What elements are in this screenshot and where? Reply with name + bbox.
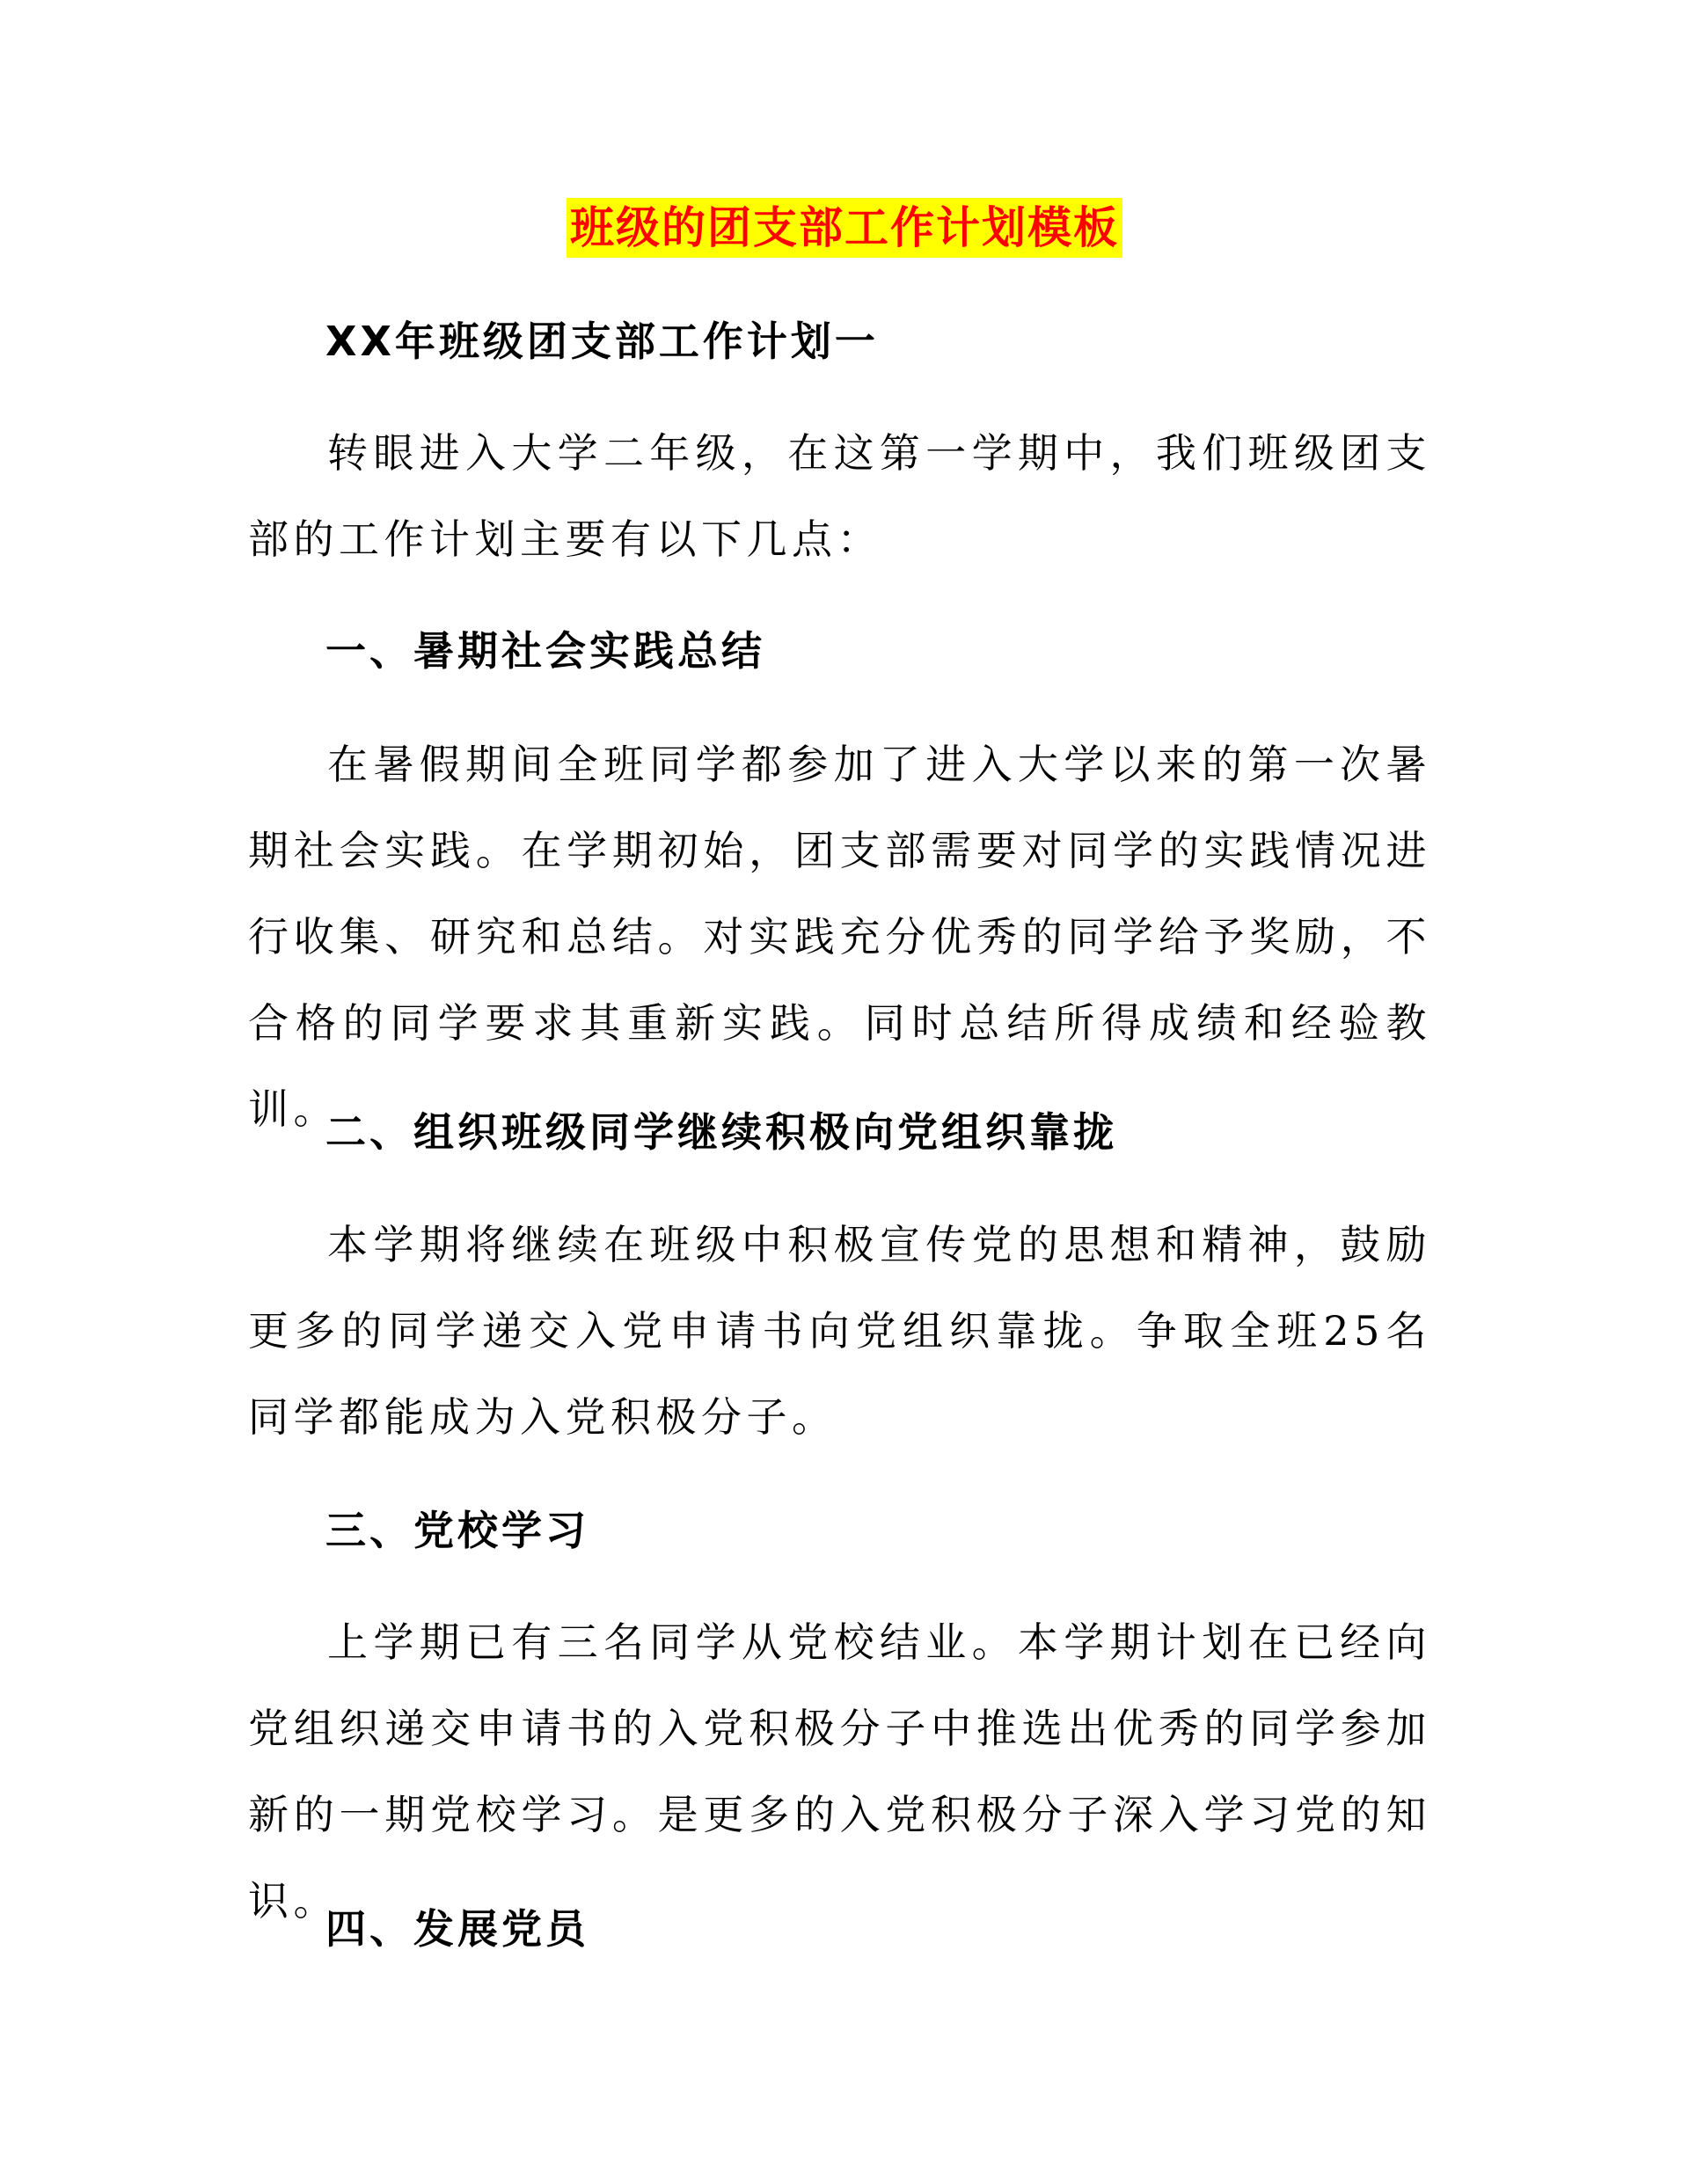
- section-heading-4: 四、发展党员: [325, 1905, 589, 1953]
- section-heading-2: 二、组织班级同学继续积极向党组织靠拢: [325, 1108, 1117, 1156]
- intro-paragraph: 转眼进入大学二年级，在这第一学期中，我们班级团支部的工作计划主要有以下几点：: [248, 429, 1431, 563]
- section-heading-1: 一、暑期社会实践总结: [325, 627, 765, 675]
- section-heading-3: 三、党校学习: [325, 1507, 589, 1554]
- section-body-3: 上学期已有三名同学从党校结业。本学期计划在已经向党组织递交申请书的入党积极分子中推选出优秀的同学参加新的一期党校学习。是更多的入党积极分子深入学习党的知识。: [248, 1618, 1431, 1925]
- section-body-1: 在暑假期间全班同学都参加了进入大学以来的第一次暑期社会实践。在学期初始，团支部需要对同学的实践情况进行收集、研究和总结。对实践充分优秀的同学给予奖励，不合格的同学要求其重新实践。同时总结所得成绩和经验教训。: [248, 741, 1431, 1133]
- document-title: 班级的团支部工作计划模板: [567, 198, 1122, 258]
- section-body-2: 本学期将继续在班级中积极宣传党的思想和精神，鼓励更多的同学递交入党申请书向党组织靠拢。争取全班25名同学都能成为入党积极分子。: [248, 1221, 1431, 1441]
- document-subtitle: XX年班级团支部工作计划一: [325, 318, 879, 365]
- title-container: [0, 198, 1689, 258]
